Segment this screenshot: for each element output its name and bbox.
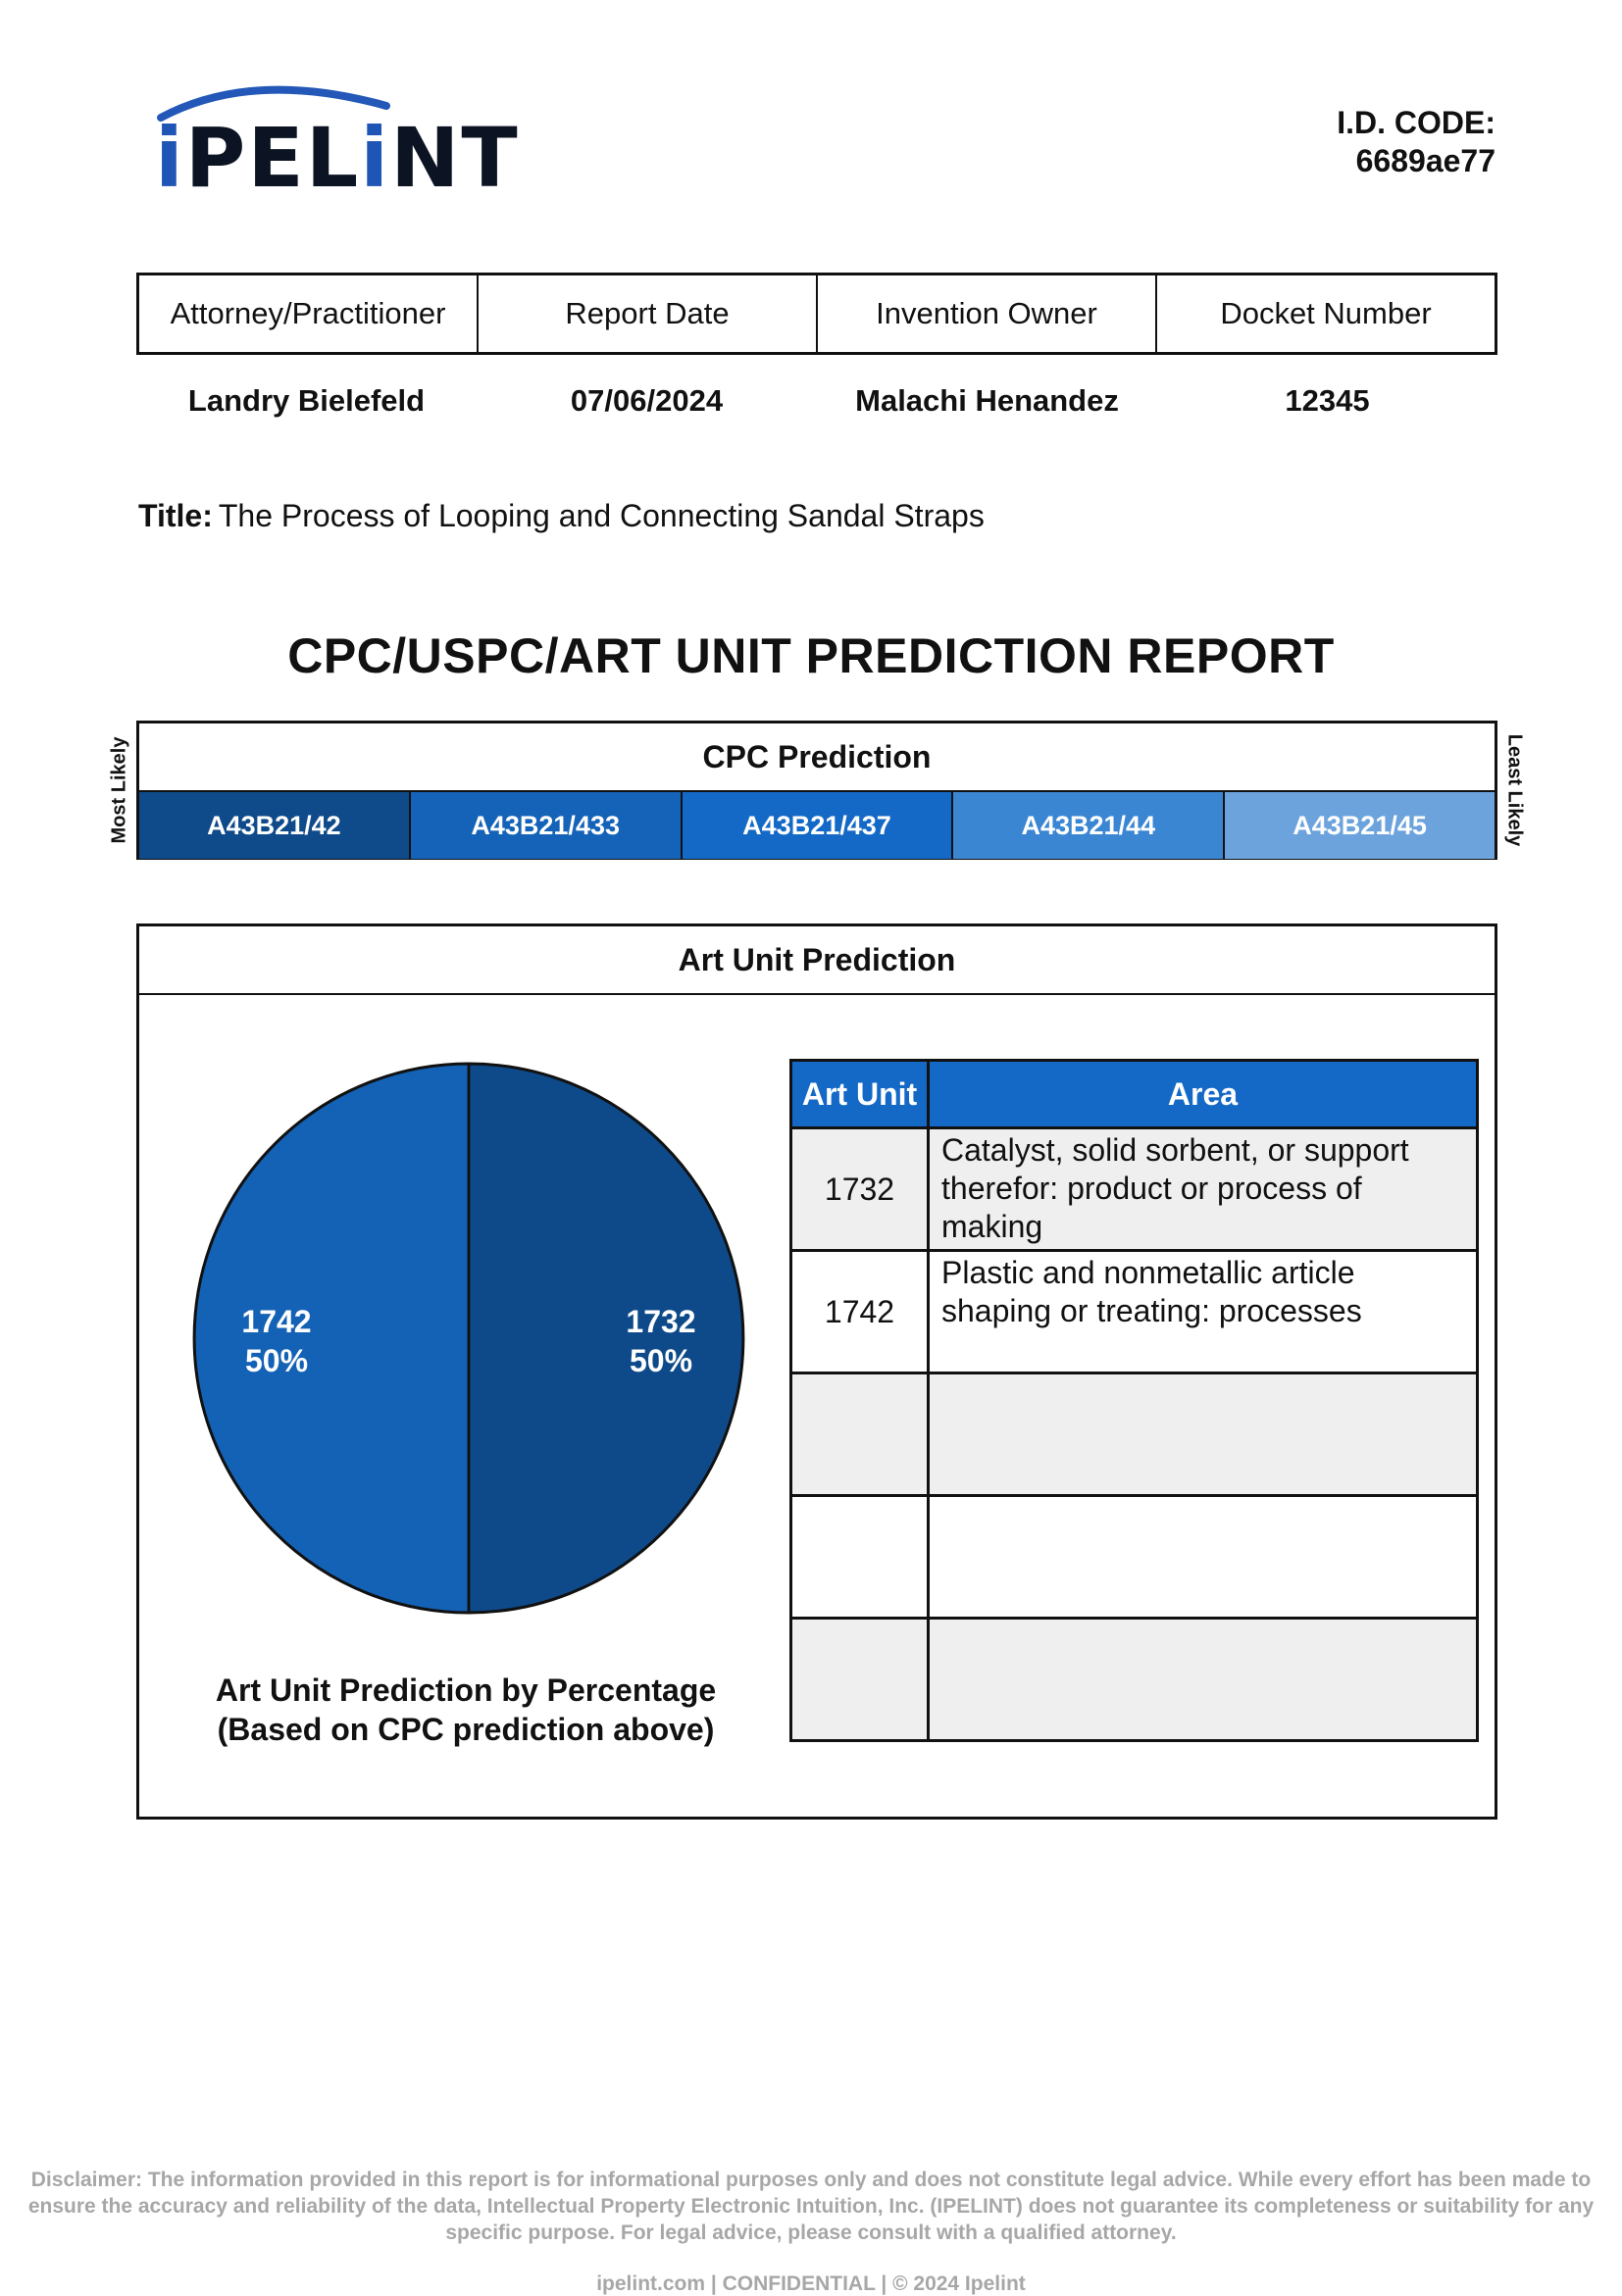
pie-percent-1732: 50% xyxy=(629,1343,693,1378)
cpc-code-row xyxy=(139,792,1495,859)
pie-slice-1742 xyxy=(194,1064,469,1613)
report-date: 07/06/2024 xyxy=(570,383,724,418)
header-invention-owner: Invention Owner xyxy=(818,275,1157,352)
cpc-code-3: A43B21/437 xyxy=(683,792,954,859)
report-heading: CPC/USPC/ART UNIT PREDICTION REPORT xyxy=(287,628,1335,683)
title-label: Title: xyxy=(138,498,213,533)
pie-label-1732: 1732 xyxy=(626,1304,696,1339)
pie-percent-1742: 50% xyxy=(244,1343,309,1378)
table-row xyxy=(791,1619,1478,1741)
id-code xyxy=(1337,104,1495,180)
art-unit-table-header xyxy=(791,1061,1478,1128)
table-row xyxy=(791,1496,1478,1619)
cpc-code-2: A43B21/433 xyxy=(411,792,683,859)
art-unit-prediction-heading: Art Unit Prediction xyxy=(139,926,1495,995)
art-unit-column-header: Art Unit xyxy=(791,1061,929,1128)
least-likely-label: Least Likely xyxy=(1503,733,1526,847)
ipelint-logo xyxy=(155,80,539,198)
area-column-header: Area xyxy=(929,1061,1478,1128)
id-code-label: I.D. CODE: xyxy=(1337,105,1495,140)
cpc-prediction-heading: CPC Prediction xyxy=(139,724,1495,792)
header-attorney: Attorney/Practitioner xyxy=(139,275,479,352)
attorney-name: Landry Bielefeld xyxy=(187,383,426,418)
cpc-prediction-box xyxy=(136,721,1497,860)
pie-caption-line1: Art Unit Prediction by Percentage xyxy=(215,1672,717,1708)
art-unit-table xyxy=(789,1059,1479,1742)
header-docket-number: Docket Number xyxy=(1220,296,1432,330)
cpc-code-5: A43B21/45 xyxy=(1225,792,1495,859)
invention-owner: Malachi Henandez xyxy=(855,383,1119,418)
pie-slice-1732 xyxy=(469,1064,743,1613)
svg-text:iPELiNT: iPELiNT xyxy=(155,110,520,198)
header-report-date: Report Date xyxy=(479,275,818,352)
area-cell: Catalyst, solid sorbent, or support therefor: product or process of making xyxy=(929,1128,1478,1251)
docket-number: 12345 xyxy=(1285,383,1370,418)
art-unit-cell: 1732 xyxy=(791,1128,929,1251)
invention-title xyxy=(138,498,985,534)
pie-caption xyxy=(177,1671,755,1749)
most-likely-label: Most Likely xyxy=(108,736,130,844)
art-unit-cell xyxy=(791,1373,929,1496)
area-cell xyxy=(929,1373,1478,1496)
art-unit-pie-chart xyxy=(189,1059,748,1618)
art-unit-cell xyxy=(791,1619,929,1741)
cpc-code-4: A43B21/44 xyxy=(953,792,1225,859)
area-cell xyxy=(929,1496,1478,1619)
footer: ipelint.com | CONFIDENTIAL | © 2024 Ipelint xyxy=(596,2272,1026,2295)
id-code-value: 6689ae77 xyxy=(1355,143,1495,178)
pie-caption-line2: (Based on CPC prediction above) xyxy=(217,1712,715,1747)
art-unit-cell: 1742 xyxy=(791,1251,929,1373)
info-header-table xyxy=(136,273,1497,355)
area-cell: Plastic and nonmetallic article shaping or treating: processes xyxy=(929,1251,1478,1373)
disclaimer: Disclaimer: The information provided in this report is for informational purposes only and does not constitute legal advice. While every effort has been made to ensure the accuracy and reliability of the data, Intellectual Property Electronic Intuition, Inc. (IPELINT) does not guarantee its completeness or suitability for any specific purpose. For legal advice, please consult with a qualified attorney. xyxy=(27,2169,1595,2244)
table-row xyxy=(791,1128,1478,1251)
area-cell xyxy=(929,1619,1478,1741)
art-unit-cell xyxy=(791,1496,929,1619)
table-row xyxy=(791,1373,1478,1496)
pie-label-1742: 1742 xyxy=(241,1304,312,1339)
table-row xyxy=(791,1251,1478,1373)
info-values-row xyxy=(136,376,1497,425)
title-value: The Process of Looping and Connecting Sandal Straps xyxy=(218,498,985,533)
cpc-code-1: A43B21/42 xyxy=(139,792,411,859)
